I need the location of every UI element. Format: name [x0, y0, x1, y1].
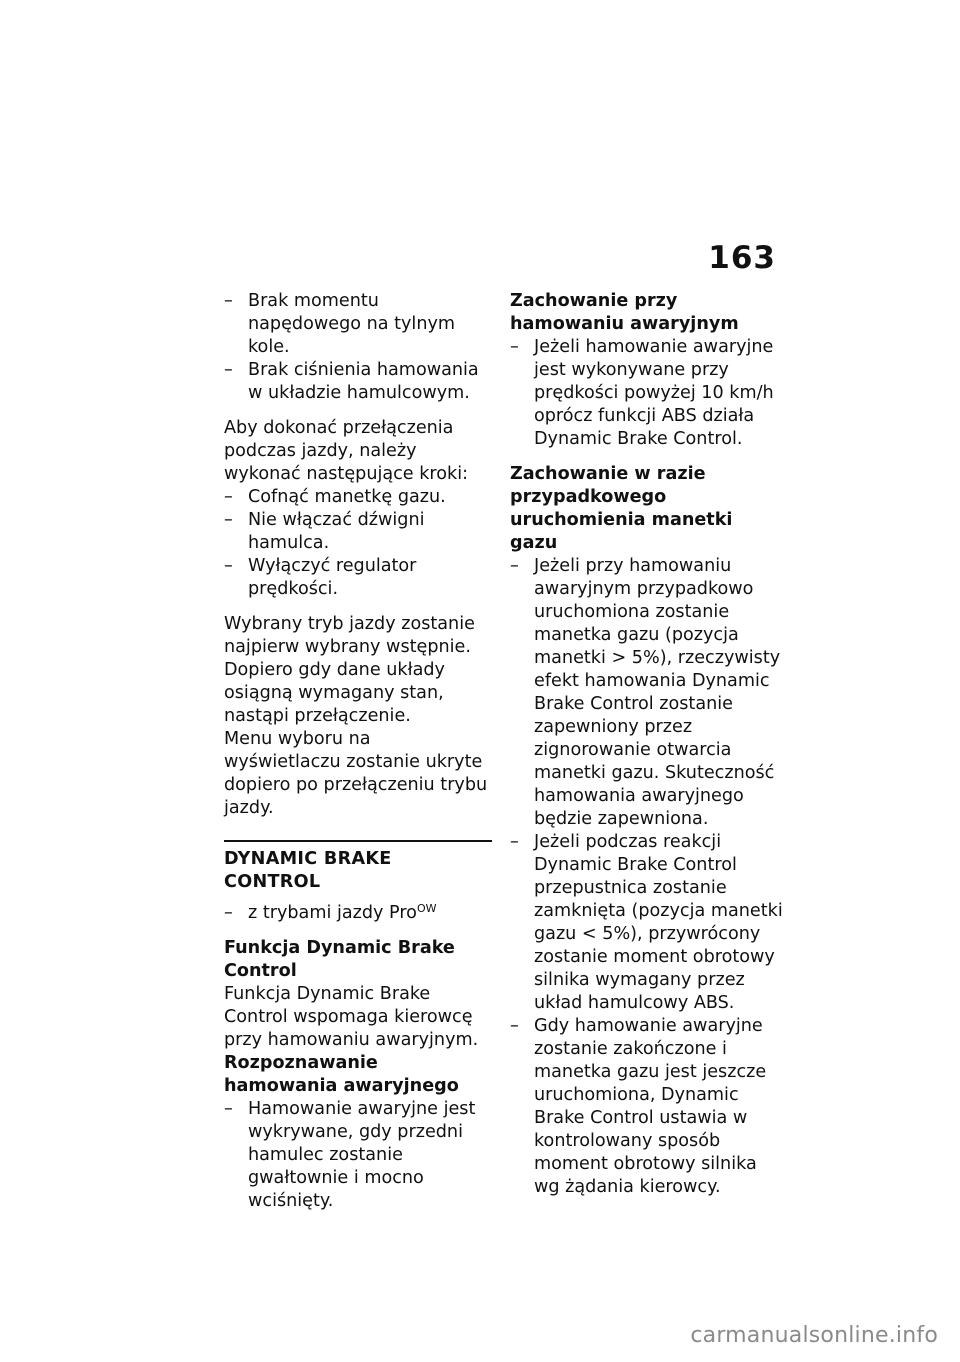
detection-list — [224, 1098, 492, 1213]
heading-function: Funkcja Dynamic Brake Control — [224, 938, 455, 981]
list-item: – Jeżeli przy hamowaniu awaryjnym przypadkowo uruchomiona zostanie manetka gazu (pozycja manetki > 5%), rzeczywisty efekt hamowania Dynamic Brake Control zostanie zapewniony przez zignorowanie otwarcia manetki gazu. Skuteczność hamowania awaryjnego będzie zapewniona. — [510, 555, 784, 831]
mode-line: z trybami jazdy Pro — [248, 903, 417, 923]
list-item: – Nie włączać dźwigni hamulca. — [224, 509, 492, 555]
heading-throttle: Zachowanie w razie przypadkowego uruchomienia manetki gazu — [510, 464, 733, 553]
watermark: carmanualsonline.info — [690, 1323, 938, 1348]
paragraph-switch-intro: Aby dokonać przełączenia podczas jazdy, należy wykonać następujące kroki: — [224, 418, 469, 484]
behavior-list — [510, 336, 784, 451]
paragraph-function: Funkcja Dynamic Brake Control wspomaga kierowcę przy hamowaniu awaryjnym. — [224, 984, 479, 1050]
brak-list — [224, 290, 492, 405]
list-item: – Cofnąć manetkę gazu. — [224, 486, 492, 509]
paragraph-menu-hidden: Menu wyboru na wyświetlaczu zostanie ukryte dopiero po przełączeniu trybu jazdy. — [224, 729, 488, 818]
paragraph-preselect: Wybrany tryb jazdy zostanie najpierw wybrany wstępnie. Dopiero gdy dane układy osiągną wymagany stan, nastąpi przełączenie. — [224, 614, 475, 726]
list-item: – Jeżeli hamowanie awaryjne jest wykonywane przy prędkości powyżej 10 km/h oprócz funkcji ABS działa Dynamic Brake Control. — [510, 336, 784, 451]
right-column — [510, 290, 784, 1199]
list-item: – Wyłączyć regulator prędkości. — [224, 555, 492, 601]
throttle-list — [510, 555, 784, 1199]
heading-detection: Rozpoznawanie hamowania awaryjnego — [224, 1053, 459, 1096]
list-item: – Brak momentu napędowego na tylnym kole. — [224, 290, 492, 359]
steps-list — [224, 486, 492, 601]
section-title: DYNAMIC BRAKE CONTROL — [224, 849, 392, 892]
mode-sup: OW — [416, 902, 437, 915]
list-item: – Gdy hamowanie awaryjne zostanie zakończone i manetka gazu jest jeszcze uruchomiona, Dynamic Brake Control ustawia w kontrolowany sposób moment obrotowy silnika wg żądania kierowcy. — [510, 1015, 784, 1199]
list-item: – Jeżeli podczas reakcji Dynamic Brake Control przepustnica zostanie zamknięta (pozycja manetki gazu < 5%), przywrócony zostanie moment obrotowy silnika wymagany przez układ hamulcowy ABS. — [510, 831, 784, 1015]
list-item: – Hamowanie awaryjne jest wykrywane, gdy przedni hamulec zostanie gwałtownie i mocno wciśnięty. — [224, 1098, 492, 1213]
heading-behavior: Zachowanie przy hamowaniu awaryjnym — [510, 291, 739, 334]
mode-requirement — [224, 902, 492, 925]
list-item: – Brak ciśnienia hamowania w układzie hamulcowym. — [224, 359, 492, 405]
left-column — [224, 290, 492, 1213]
section-divider — [224, 840, 492, 894]
page-number: 163 — [708, 240, 776, 276]
